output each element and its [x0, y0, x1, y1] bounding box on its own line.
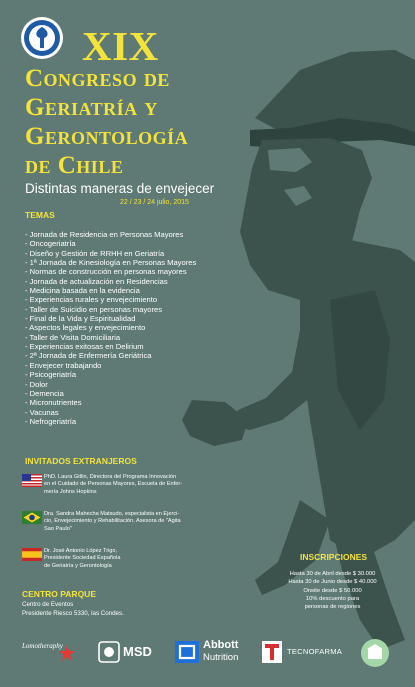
list-item: - Taller de Suicidio en personas mayores: [25, 304, 163, 314]
list-item: - Taller de Visita Domiciliaria: [25, 332, 121, 342]
sponsor-lomo: [22, 640, 77, 664]
list-item: - 1ª Jornada de Kinesiología en Personas Mayores: [25, 258, 197, 268]
abbott-name: Abbott: [203, 639, 239, 651]
temas-heading: TEMAS: [25, 210, 55, 220]
list-item: - Aspectos legales y envejecimiento: [25, 323, 146, 333]
institution-seal-icon: [360, 638, 390, 668]
venue-heading: CENTRO PARQUE: [22, 589, 96, 599]
brazil-flag-icon: [22, 511, 42, 524]
star-logo-icon: [58, 644, 76, 662]
society-seal-icon: [20, 16, 64, 60]
list-item: - Diseño y Gestión de RRHH en Geriatría: [25, 248, 165, 258]
lomo-logo-text: Lomotheraphy: [22, 642, 63, 650]
inscripciones-heading: INSCRIPCIONES: [300, 552, 368, 562]
list-item: - Jornada de actualización en Residencias: [25, 276, 168, 286]
sponsor-bar: [0, 635, 415, 670]
guest-description: PhD. Laura Gitlin, Directora del Programa Innovación en el Cuidado de Personas Mayores, Escuela de Enfer- mería Johns Hopkins: [44, 474, 183, 495]
list-item: - Demencia: [25, 388, 64, 398]
list-item: - 2ª Jornada de Enfermería Geriátrica: [25, 351, 152, 361]
abbott-logo-icon: [175, 641, 199, 663]
tecnofarma-logo-text: TECNOFARMA: [287, 647, 343, 656]
list-item: - Normas de construcción en personas mayores: [25, 267, 187, 277]
sponsor-msd: [98, 639, 158, 665]
list-item: - Vacunas: [25, 407, 59, 417]
msd-logo-icon: [98, 641, 120, 663]
list-item: - Jornada de Residencia en Personas Mayores: [25, 230, 184, 239]
usa-flag-icon: [22, 474, 42, 487]
title-line-4: de Chile: [25, 152, 124, 179]
list-item: - Micronutrientes: [25, 398, 82, 408]
inscripciones-prices: Hasta 30 de Abril desde $ 30.000 Hasta 30 de Junio desde $ 40.000 Onsite desde $ 50.000 10% descuento para personas de regiones: [288, 571, 377, 611]
list-item: - Medicina basada en la evidencia: [25, 286, 140, 296]
invitados-heading: INVITADOS EXTRANJEROS: [25, 456, 137, 466]
subtitle: Distintas maneras de envejecer: [25, 181, 215, 196]
msd-logo-text: MSD: [123, 644, 152, 659]
title-line-1: Congreso de: [25, 65, 170, 92]
event-dates: 22 / 23 / 24 julio, 2015: [120, 199, 189, 206]
title-line-2: Geriatría y: [25, 94, 158, 121]
title-line-3: Gerontología: [25, 123, 189, 150]
congress-number: XIX: [82, 23, 159, 69]
sponsor-abbott: [175, 639, 255, 667]
list-item: - Final de la Vida y Espiritualidad: [25, 314, 136, 324]
list-item: - Psicogeriatría: [25, 370, 77, 380]
tecnofarma-logo-icon: [262, 641, 282, 663]
venue-address: Centro de Eventos Presidente Riesco 5330, las Condes.: [22, 601, 124, 617]
list-item: - Oncogeriatría: [25, 239, 76, 249]
list-item: - Envejecer trabajando: [25, 360, 102, 370]
list-item: - Nefrogeriatría: [25, 416, 77, 426]
abbott-sub: Nutrition: [203, 652, 239, 663]
guest-description: Dra. Sandra Mahecha Matsudo, especialista en Ejerci- cio, Envejecimiento y Rehabilitación. Asesora de "Agita Sao Paulo": [44, 511, 181, 532]
spain-flag-icon: [22, 548, 42, 561]
sponsor-tecnofarma: [262, 641, 352, 665]
temas-list: [25, 230, 196, 426]
list-item: - Dolor: [25, 379, 48, 389]
list-item: - Experiencias rurales y envejecimiento: [25, 295, 158, 305]
guest-description: Dr. José Antonio López Trigo, Presidente Sociedad Española de Geriatría y Gerontología: [44, 548, 121, 569]
list-item: - Experiencias exitosas en Delirium: [25, 342, 144, 352]
